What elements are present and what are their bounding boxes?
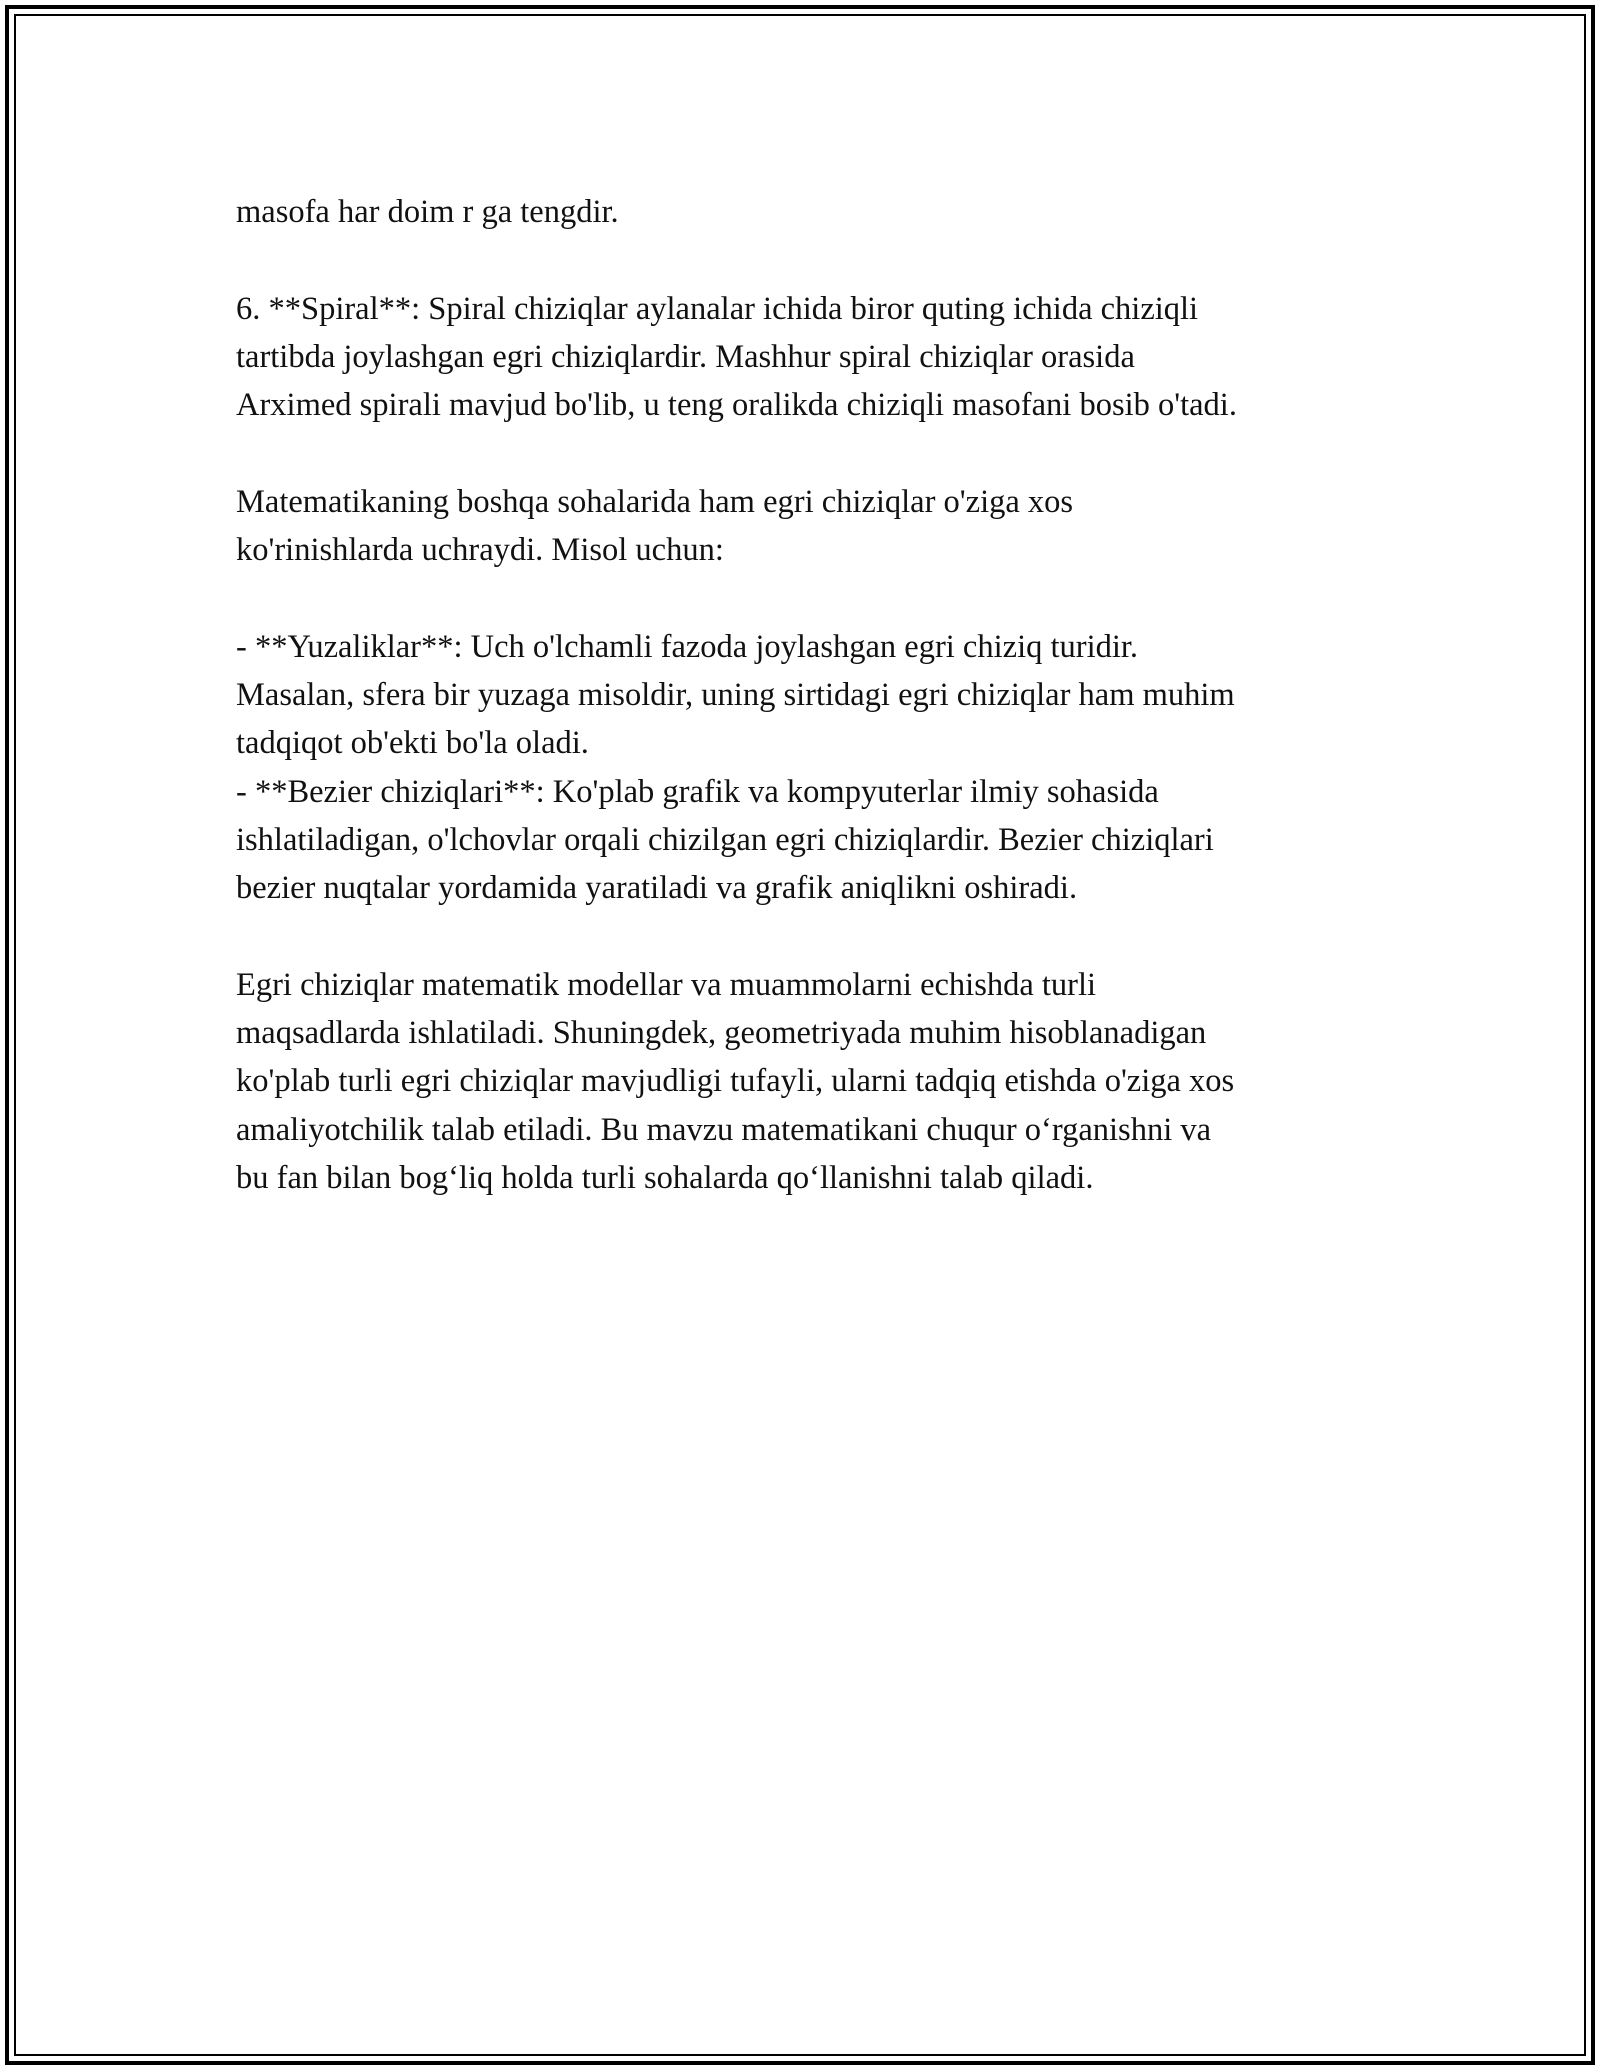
list-item-bezier: - **Bezier chiziqlari**: Ko'plab grafik va kompyuterlar ilmiy sohasida ishlatiladigan, o'lchovlar orqali chizilgan egri chiziqlardir. Bezier chiziqlari bezier nuqtalar yordamida yaratiladi va grafik aniqlikni oshiradi. xyxy=(236,773,1214,907)
paragraph-spiral: 6. **Spiral**: Spiral chiziqlar aylanalar ichida biror quting ichida chiziqli tartibda joylashgan egri chiziqlardir. Mashhur spiral chiziqlar orasida Arximed spirali mavjud bo'lib, u teng oralikda chiziqli masofani bosib o'tadi. xyxy=(236,290,1237,424)
paragraph-conclusion: Egri chiziqlar matematik modellar va muammolarni echishda turli maqsadlarda ishlatiladi. Shuningdek, geometriyada muhim hisoblanadigan ko'plab turli egri chiziqlar mavjudligi tufayli, ularni tadqiq etishda o'ziga xos amaliyotchilik talab etiladi. Bu mavzu matematikani chuqur o‘rganishni va bu fan bilan bog‘liq holda turli sohalarda qo‘llanishni talab qiladi. xyxy=(236,966,1235,1196)
list-item-yuzaliklar: - **Yuzaliklar**: Uch o'lchamli fazoda joylashgan egri chiziq turidir. Masalan, sfera bir yuzaga misoldir, uning sirtidagi egri chiziqlar ham muhim tadqiqot ob'ekti bo'la oladi. xyxy=(236,628,1235,762)
paragraph-other-fields: Matematikaning boshqa sohalarida ham egri chiziqlar o'ziga xos ko'rinishlarda uchraydi. Misol uchun: xyxy=(236,483,1074,569)
paragraph-continuation: masofa har doim r ga tengdir. xyxy=(236,194,619,230)
document-body xyxy=(236,188,1376,1251)
